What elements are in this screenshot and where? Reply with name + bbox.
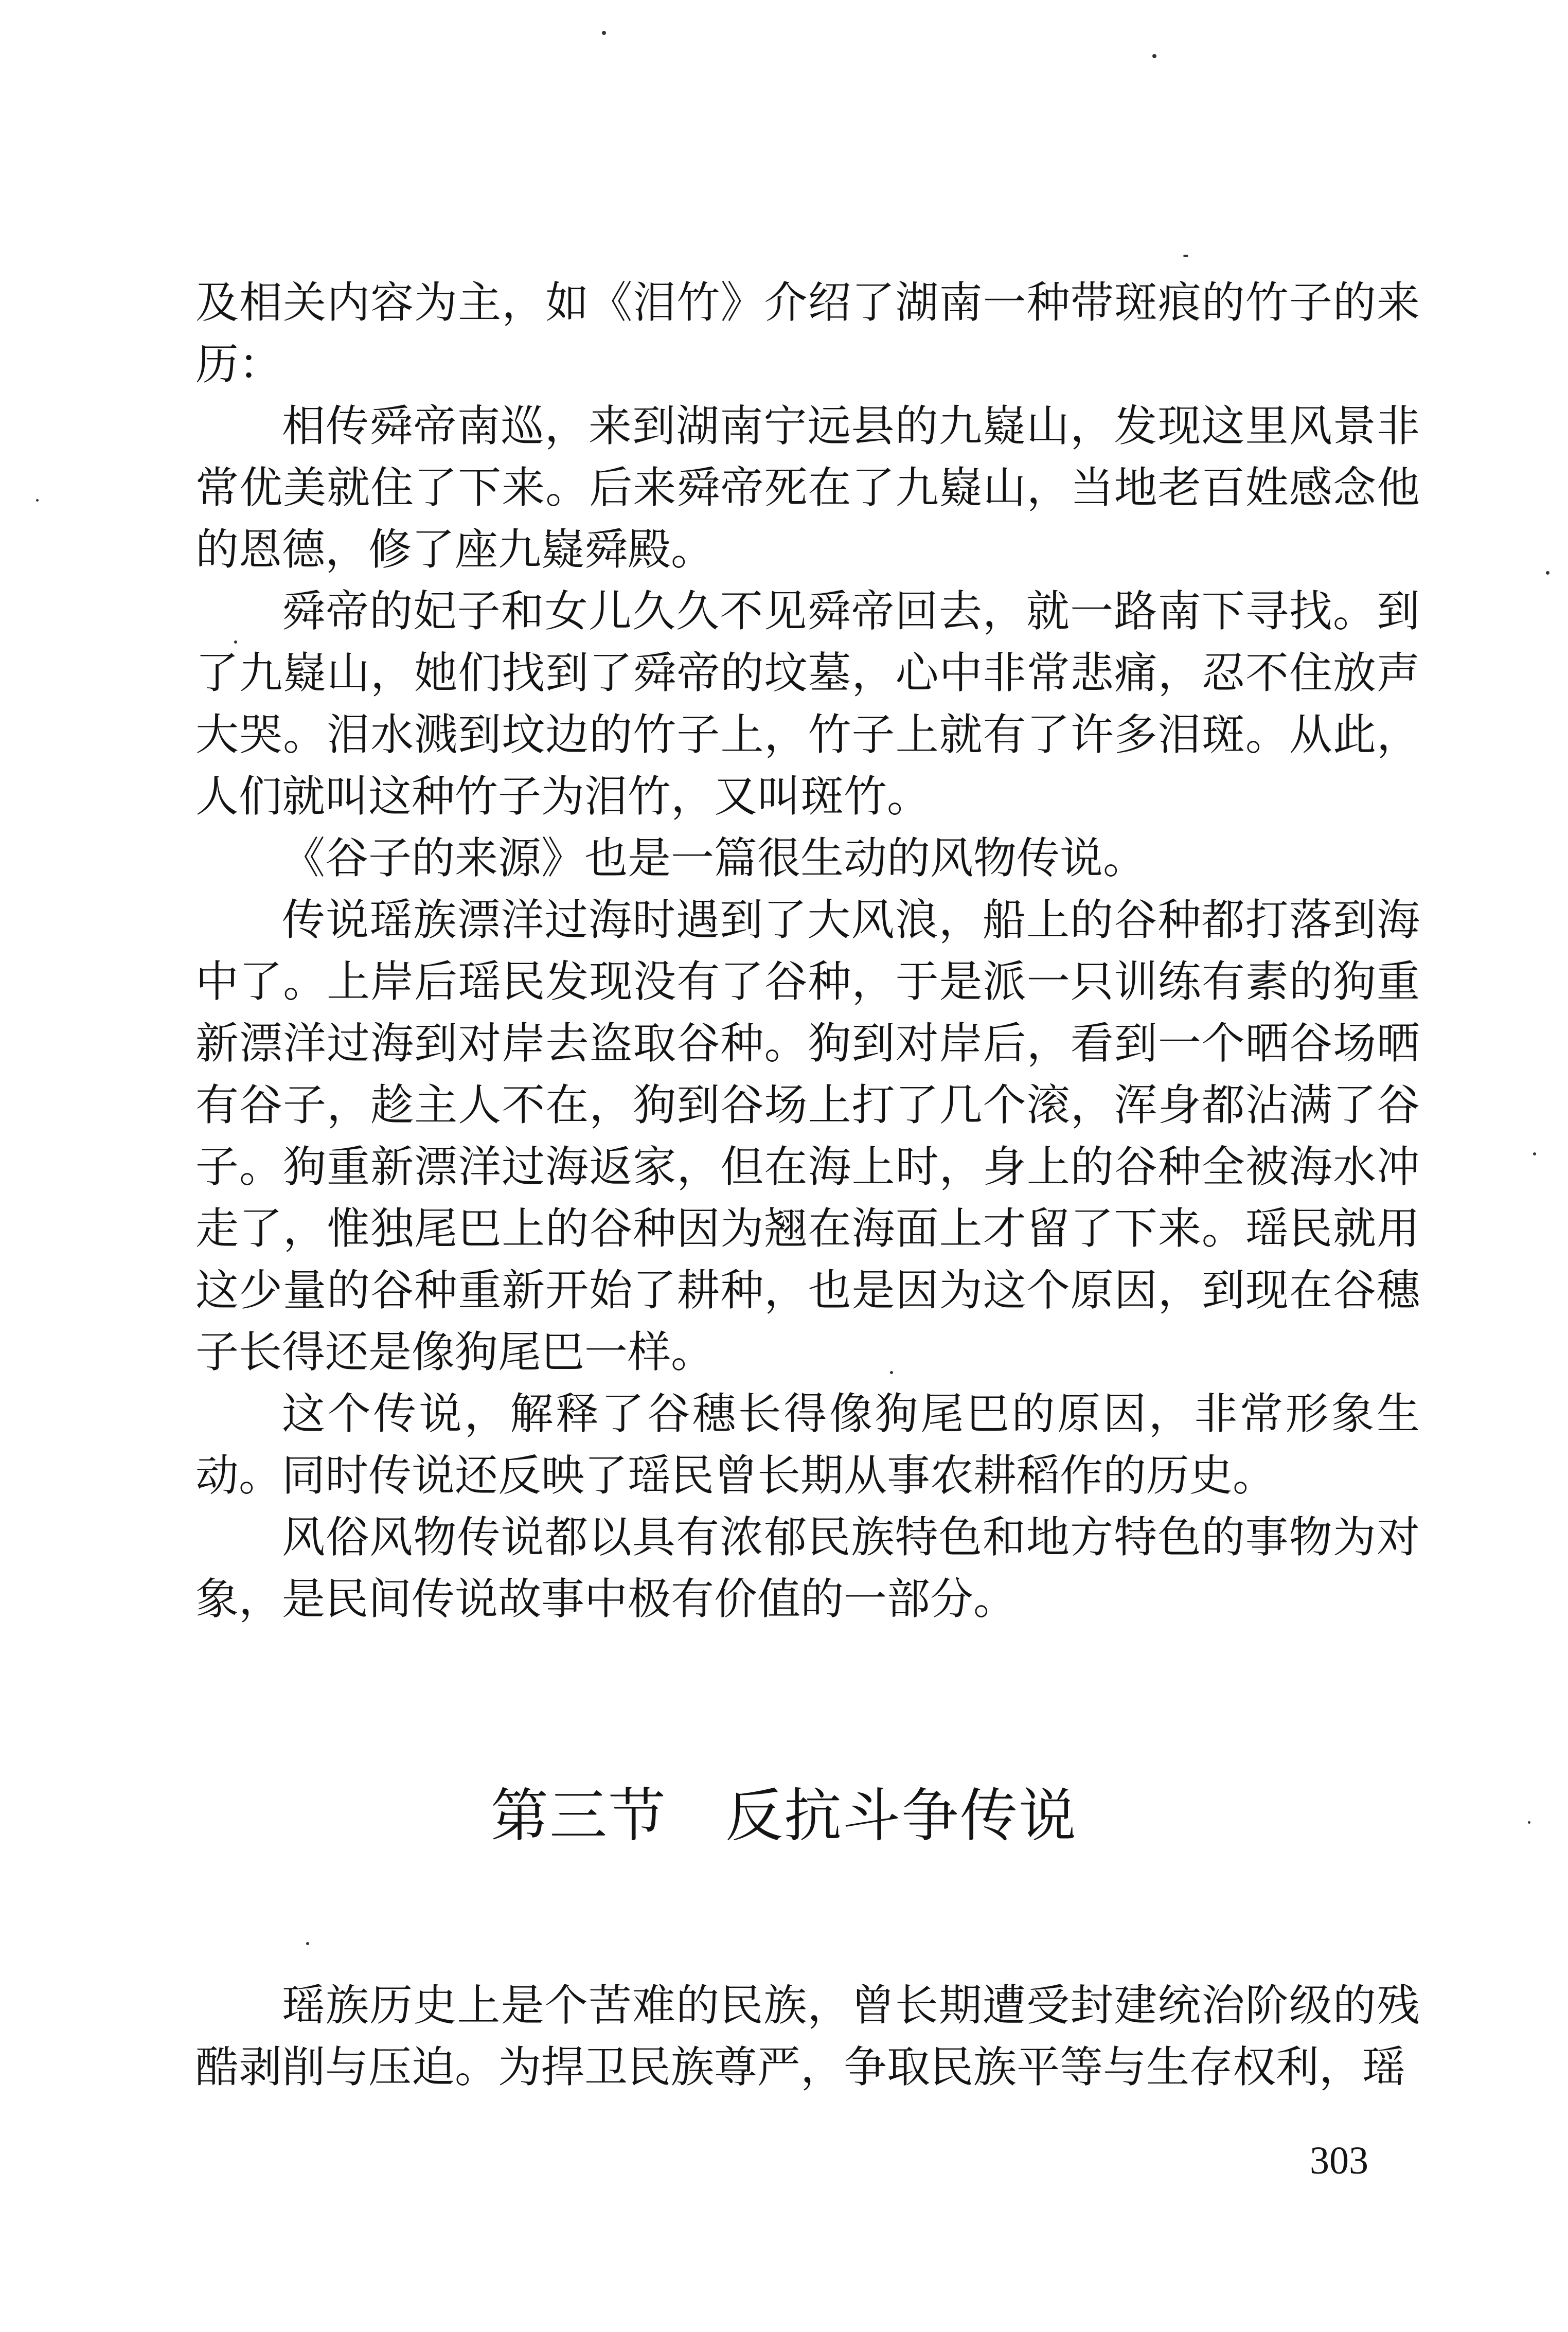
scan-speck <box>36 499 39 502</box>
scan-speck <box>1546 571 1549 575</box>
section-heading: 第三节 反抗斗争传说 <box>491 1783 1077 1849</box>
section-body <box>195 1974 1420 2098</box>
paragraph: 风俗风物传说都以具有浓郁民族特色和地方特色的事物为对象，是民间传说故事中极有价值的一部分。 <box>195 1512 1420 1624</box>
scan-speck <box>306 1942 309 1945</box>
paragraph: 这个传说，解释了谷穗长得像狗尾巴的原因，非常形象生动。同时传说还反映了瑶民曾长期从事农耕稻作的历史。 <box>195 1388 1420 1501</box>
page-number: 303 <box>1310 2139 1368 2182</box>
paragraph: 瑶族历史上是个苦难的民族，曾长期遭受封建统治阶级的残酷剥削与压迫。为捍卫民族尊严，争取民族平等与生存权利，瑶 <box>195 1980 1420 2092</box>
paragraph: 相传舜帝南巡，来到湖南宁远县的九嶷山，发现这里风景非常优美就住了下来。后来舜帝死在了九嶷山，当地老百姓感念他的恩德，修了座九嶷舜殿。 <box>195 401 1420 575</box>
paragraph: 《谷子的来源》也是一篇很生动的风物传说。 <box>282 833 1147 883</box>
scan-speck <box>1528 1821 1530 1824</box>
scan-speck <box>234 640 237 644</box>
scan-speck <box>890 1371 893 1374</box>
body-text <box>195 272 1420 1630</box>
paragraph: 舜帝的妃子和女儿久久不见舜帝回去，就一路南下寻找。到了九嶷山，她们找到了舜帝的坟墓，心中非常悲痛，忍不住放声大哭。泪水溅到坟边的竹子上，竹子上就有了许多泪斑。从此，人们就叫这种竹子为泪竹，又叫斑竹。 <box>195 586 1420 822</box>
scan-speck <box>602 31 606 35</box>
scan-speck <box>1152 54 1156 58</box>
scan-speck <box>1533 1152 1536 1155</box>
paragraph: 传说瑶族漂洋过海时遇到了大风浪，船上的谷种都打落到海中了。上岸后瑶民发现没有了谷种，于是派一只训练有素的狗重新漂洋过海到对岸去盗取谷种。狗到对岸后，看到一个晒谷场晒有谷子，趁主人不在，狗到谷场上打了几个滚，浑身都沾满了谷子。狗重新漂洋过海返家，但在海上时，身上的谷种全被海水冲走了，惟独尾巴上的谷种因为翘在海面上才留了下来。瑶民就用这少量的谷种重新开始了耕种，也是因为这个原因，到现在谷穗子长得还是像狗尾巴一样。 <box>195 895 1420 1377</box>
paragraph: 及相关内容为主，如《泪竹》介绍了湖南一种带斑痕的竹子的来历： <box>195 277 1420 389</box>
scan-speck <box>1183 255 1188 257</box>
